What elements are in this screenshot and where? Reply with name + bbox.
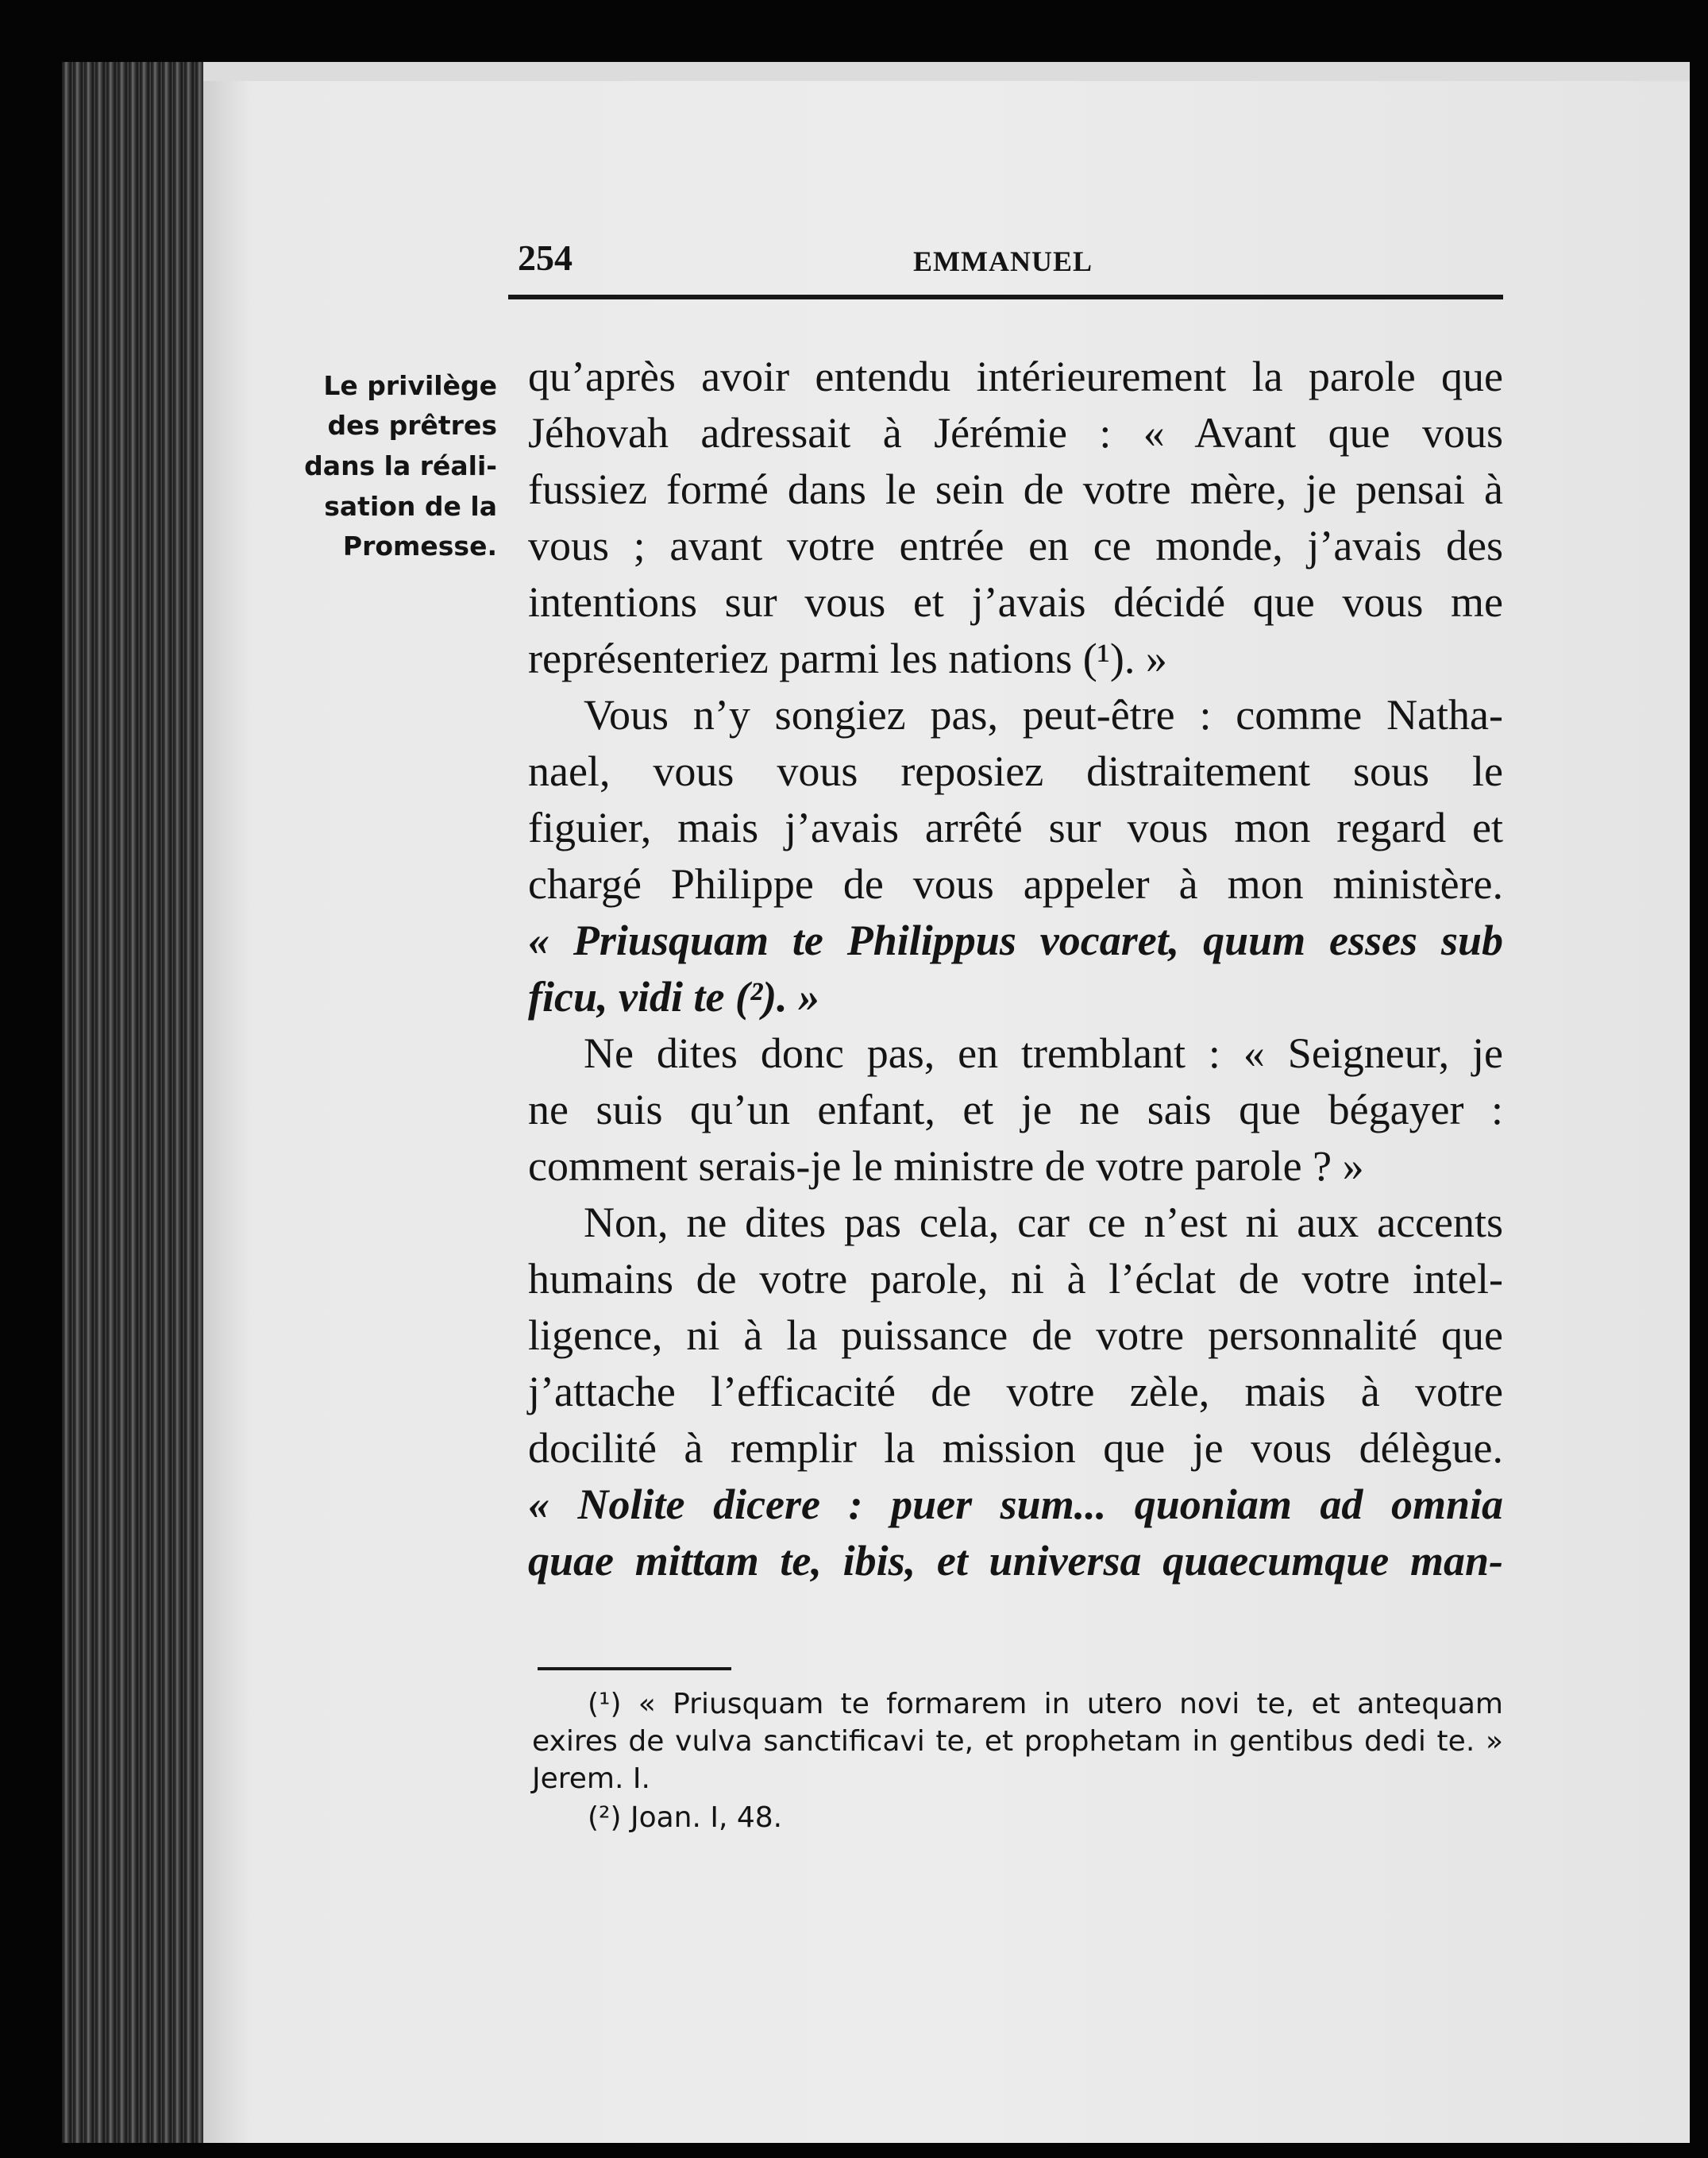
footnote-line: Jerem. I. xyxy=(532,1762,650,1795)
body-line: ne suis qu’un enfant, et je ne sais que bégayer : xyxy=(528,1086,1503,1133)
side-note-line: sation de la xyxy=(324,491,497,522)
body-line-latin: « Nolite dicere : puer sum... quoniam ad omnia xyxy=(528,1480,1503,1528)
body-line: Vous n’y songiez pas, peut-être : comme Natha- xyxy=(584,691,1503,739)
footnote-rule xyxy=(538,1667,731,1670)
footnote-line: exires de vulva sanctificavi te, et prophetam in gentibus dedi te. » xyxy=(532,1725,1503,1758)
body-line: comment serais-je le ministre de votre parole ? » xyxy=(528,1142,1364,1190)
body-line-latin: quae mittam te, ibis, et universa quaecumque man- xyxy=(528,1537,1503,1585)
side-note-line: dans la réali- xyxy=(304,450,497,481)
footnote-line: (¹) « Priusquam te formarem in utero novi te, et antequam xyxy=(588,1688,1503,1720)
body-line: humains de votre parole, ni à l’éclat de votre intel- xyxy=(528,1255,1503,1303)
body-line-latin: ficu, vidi te (²). » xyxy=(528,973,820,1021)
side-note-line: Promesse. xyxy=(342,531,497,562)
body-line: représenteriez parmi les nations (¹). » xyxy=(528,635,1167,682)
page-number: 254 xyxy=(518,237,573,278)
body-line: chargé Philippe de vous appeler à mon ministère. xyxy=(528,860,1503,908)
body-line: qu’après avoir entendu intérieurement la parole que xyxy=(528,353,1503,400)
body-line: j’attache l’efficacité de votre zèle, mais à votre xyxy=(528,1368,1503,1415)
side-note-line: des prêtres xyxy=(327,410,497,441)
body-line: docilité à remplir la mission que je vous délègue. xyxy=(528,1424,1503,1472)
page-edges xyxy=(62,62,203,2143)
body-line: vous ; avant votre entrée en ce monde, j’avais des xyxy=(528,522,1503,569)
body-line: figuier, mais j’avais arrêté sur vous mon regard et xyxy=(528,804,1503,851)
footnote-line: (²) Joan. I, 48. xyxy=(588,1801,783,1834)
side-note-line: Le privilège xyxy=(323,370,497,401)
body-line: intentions sur vous et j’avais décidé que vous me xyxy=(528,578,1503,626)
body-line: nael, vous vous reposiez distraitement sous le xyxy=(528,747,1503,795)
body-line: fussiez formé dans le sein de votre mère, je pensai à xyxy=(528,465,1503,513)
body-line: Ne dites donc pas, en tremblant : « Seigneur, je xyxy=(584,1029,1503,1077)
header-rule xyxy=(508,295,1503,299)
body-line-latin: « Priusquam te Philippus vocaret, quum esses sub xyxy=(528,917,1503,964)
running-title: EMMANUEL xyxy=(913,245,1093,277)
body-line: ligence, ni à la puissance de votre personnalité que xyxy=(528,1311,1503,1359)
body-line: Jéhovah adressait à Jérémie : « Avant que vous xyxy=(528,409,1503,457)
body-line: Non, ne dites pas cela, car ce n’est ni aux accents xyxy=(584,1199,1503,1246)
